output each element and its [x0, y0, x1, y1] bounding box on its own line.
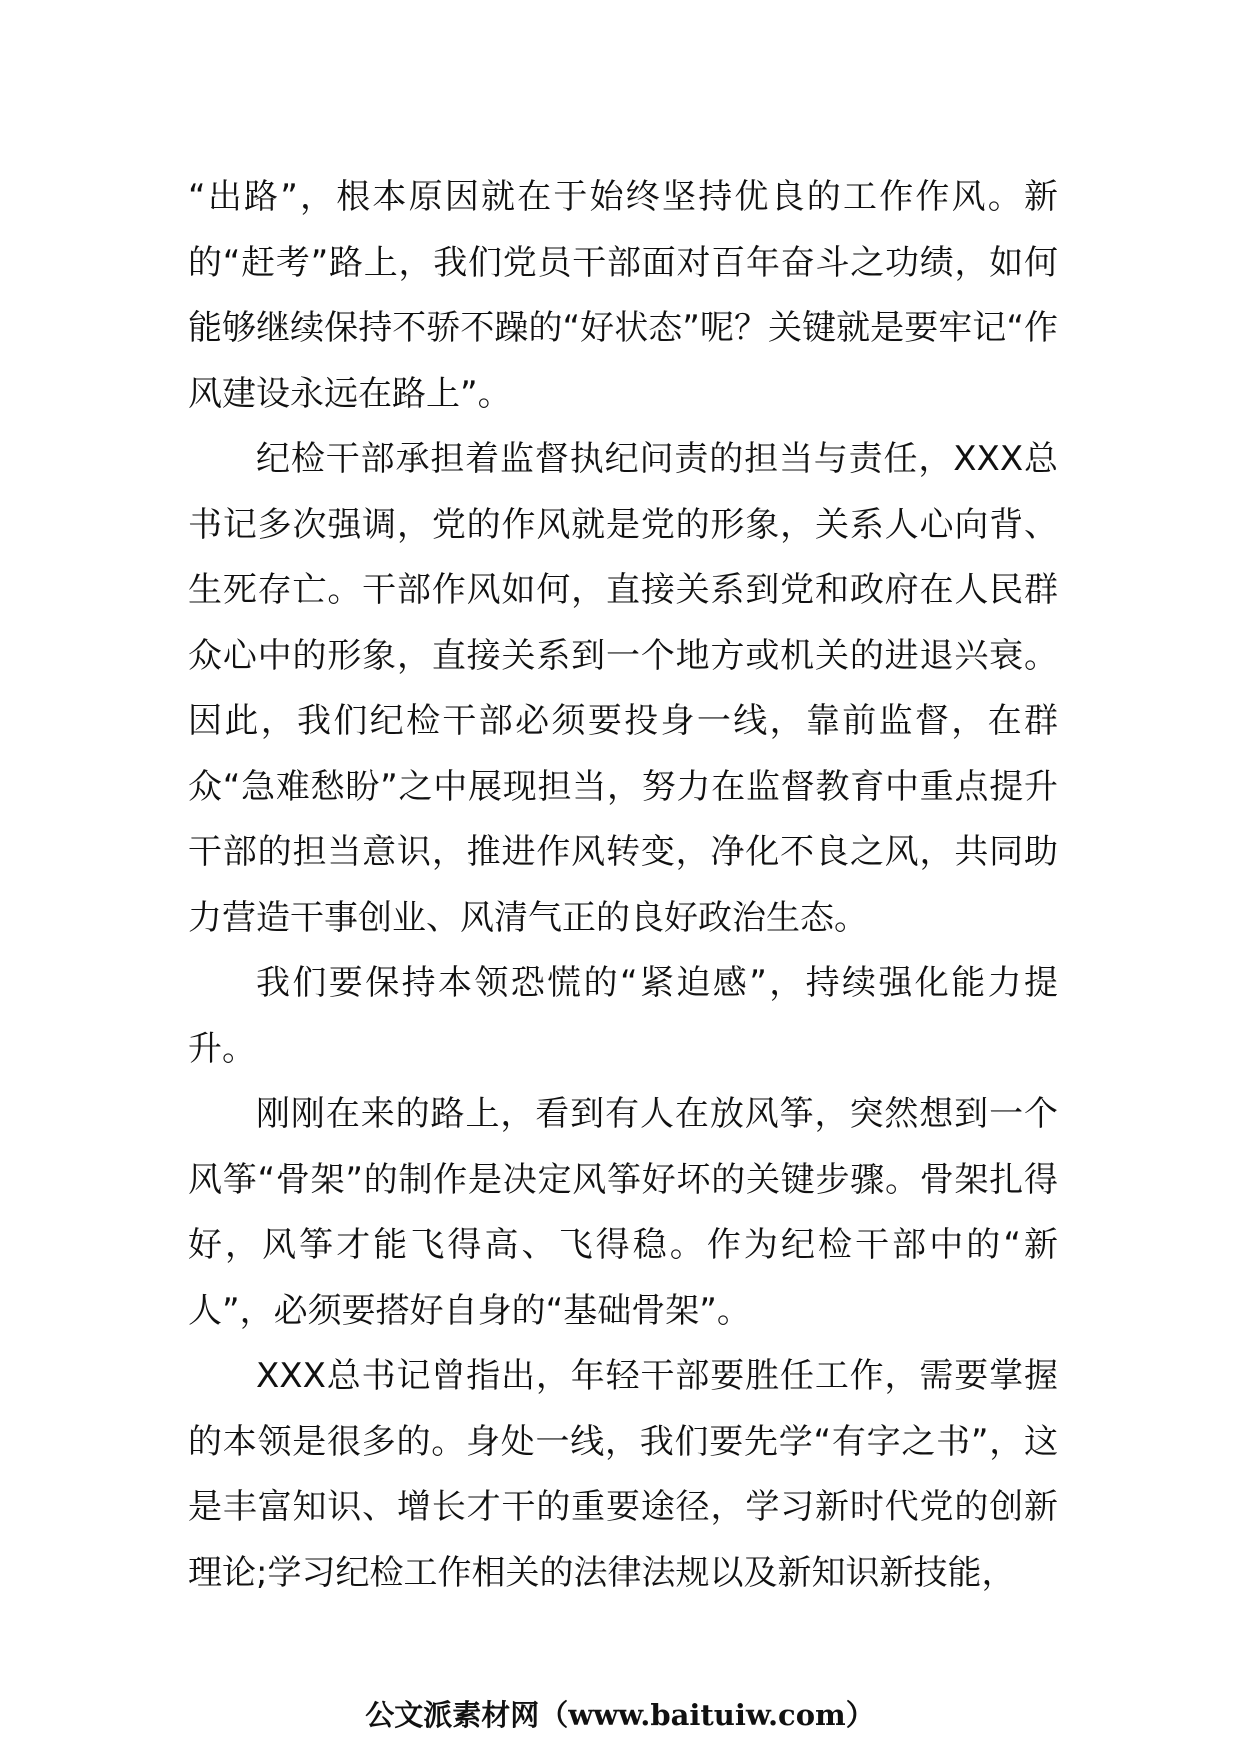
paragraph-3: 我们要保持本领恐慌的“紧迫感”，持续强化能力提升。 [188, 963, 1058, 1069]
paragraph-1: “出路”，根本原因就在于始终坚持优良的工作作风。新的“赶考”路上，我们党员干部面对百年奋斗之功绩，如何能够继续保持不骄不躁的“好状态”呢？关键就是要牢记“作风建设永远在路上”。 [188, 177, 1058, 414]
paragraph-5: XXX总书记曾指出，年轻干部要胜任工作，需要掌握的本领是很多的。身处一线，我们要先学“有字之书”，这是丰富知识、增长才干的重要途径，学习新时代党的创新理论;学习纪检工作相关的法律法规以及新知识新技能， [188, 1356, 1058, 1593]
paragraph-2: 纪检干部承担着监督执纪问责的担当与责任，XXX总书记多次强调，党的作风就是党的形象，关系人心向背、生死存亡。干部作风如何，直接关系到党和政府在人民群众心中的形象，直接关系到一个地方或机关的进退兴衰。因此，我们纪检干部必须要投身一线，靠前监督，在群众“急难愁盼”之中展现担当，努力在监督教育中重点提升干部的担当意识，推进作风转变，净化不良之风，共同助力营造干事创业、风清气正的良好政治生态。 [188, 439, 1058, 938]
paragraph-4: 刚刚在来的路上，看到有人在放风筝，突然想到一个风筝“骨架”的制作是决定风筝好坏的关键步骤。骨架扎得好，风筝才能飞得高、飞得稳。作为纪检干部中的“新人”，必须要搭好自身的“基础骨架”。 [188, 1094, 1058, 1331]
footer-watermark: 公文派素材网（www.baituiw.com） [365, 1698, 875, 1732]
document-body [188, 165, 1058, 1606]
